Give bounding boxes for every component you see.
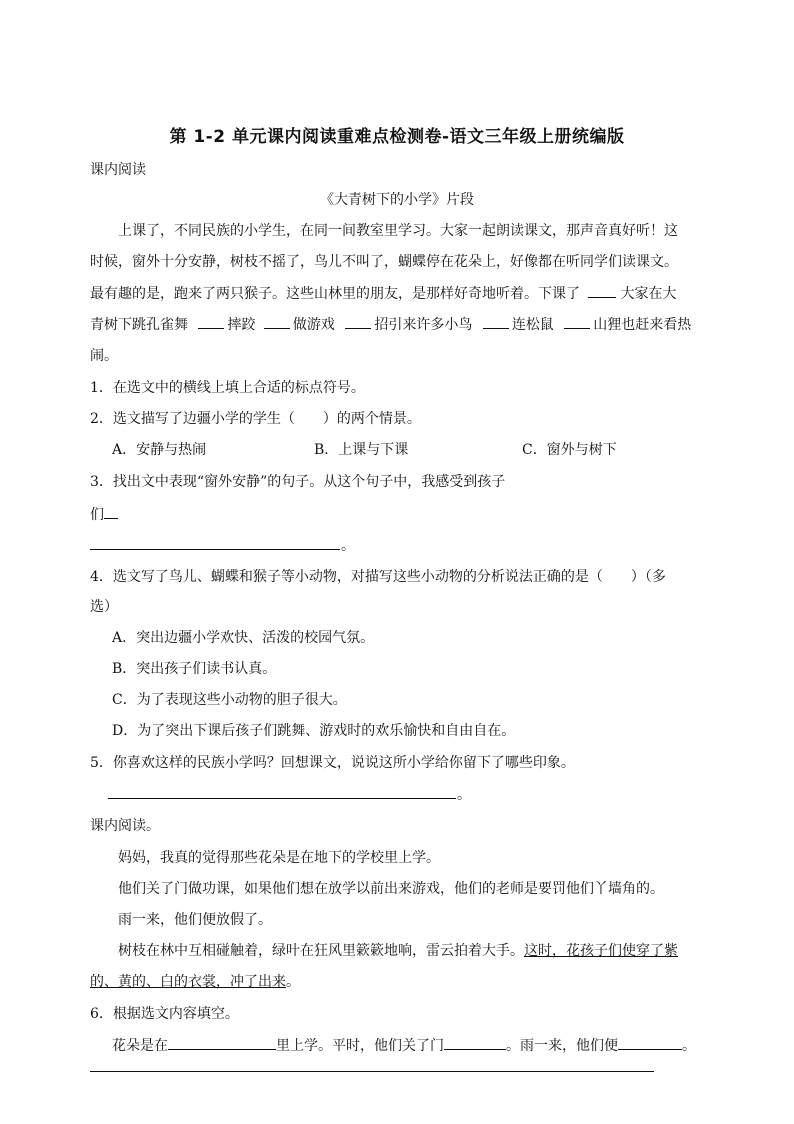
passage-text: 树枝在林中互相碰触着，绿叶在狂风里簌簌地响，雷云拍着大手。 — [118, 943, 524, 959]
question-1: 1．在选文中的横线上填上合适的标点符号。 — [90, 380, 365, 396]
underlined-sentence: 的、黄的、白的衣裳，冲了出来 — [90, 974, 286, 990]
question-5: 5．你喜欢这样的民族小学吗？回想课文，说说这所小学给你留下了哪些印象。 — [90, 755, 575, 771]
passage-text: 最有趣的是，跑来了两只猴子。这些山林里的朋友，是那样好奇地听着。下课了 — [90, 286, 580, 302]
punctuation-blank[interactable] — [588, 283, 616, 298]
passage-line: 上课了，不同民族的小学生，在同一间教室里学习。大家一起朗读课文，那声音真好听！这 — [118, 223, 678, 239]
option-b[interactable]: B．突出孩子们读书认真。 — [112, 661, 277, 677]
question-text: 花朵是在 — [112, 1038, 168, 1054]
page-title: 第 1-2 单元课内阅读重难点检测卷-语文三年级上册统编版 — [169, 127, 625, 147]
passage-line: 闹。 — [90, 348, 118, 364]
passage-line — [90, 283, 705, 304]
passage-title: 《大青树下的小学》片段 — [320, 192, 474, 208]
option-d[interactable]: D．为了突出下课后孩子们跳舞、游戏时的欢乐愉快和自由自在。 — [112, 723, 516, 739]
option-a[interactable]: A．安静与热闹 — [112, 442, 207, 458]
question-6: 6．根据选文内容填空。 — [90, 1006, 239, 1022]
passage-text: 做游戏 — [292, 317, 335, 333]
question-2-options — [112, 440, 727, 460]
passage-line: 妈妈，我真的觉得那些花朵是在地下的学校里上学。 — [118, 850, 440, 866]
passage-line — [90, 972, 705, 992]
answer-blank[interactable] — [168, 1035, 276, 1050]
option-a[interactable]: A．突出边疆小学欢快、活泼的校园气氛。 — [112, 630, 375, 646]
option-b[interactable]: B．上课与下课 — [314, 442, 409, 458]
passage-line — [90, 314, 705, 335]
answer-line[interactable] — [90, 1071, 654, 1072]
question-6-fill — [112, 1035, 712, 1056]
question-4-continued: 选） — [90, 599, 118, 615]
answer-line[interactable] — [108, 798, 456, 799]
question-3-continued — [90, 504, 705, 525]
punctuation-blank[interactable] — [345, 314, 371, 329]
passage-text: 大家在大 — [620, 286, 677, 302]
answer-blank[interactable] — [104, 504, 118, 519]
passage-line: 时候，窗外十分安静，树枝不摇了，鸟儿不叫了，蝴蝶停在花朵上，好像都在听同学们读课文。 — [90, 254, 678, 270]
answer-blank[interactable] — [444, 1035, 506, 1050]
question-2: 2．选文描写了边疆小学的学生（ ）的两个情景。 — [90, 411, 421, 427]
passage-text: 招引来许多小鸟 — [374, 317, 473, 333]
section-heading: 课内阅读。 — [90, 818, 160, 834]
answer-period: 。 — [457, 787, 471, 803]
question-text: 们 — [90, 507, 104, 523]
answer-line[interactable] — [90, 549, 340, 550]
punctuation-blank[interactable] — [564, 314, 590, 329]
passage-text: 青树下跳孔雀舞 — [90, 317, 188, 333]
passage-line: 雨一来，他们便放假了。 — [118, 912, 272, 928]
underlined-sentence: 这时，花孩子们使穿了紫 — [524, 943, 678, 959]
punctuation-blank[interactable] — [264, 314, 290, 329]
option-c[interactable]: C．为了表现这些小动物的胆子很大。 — [112, 692, 347, 708]
passage-text: 连松鼠 — [511, 317, 554, 333]
section-heading: 课内阅读 — [90, 162, 146, 178]
question-3: 3．找出文中表现“窗外安静”的句子。从这个句子中，我感受到孩子 — [90, 474, 506, 490]
punctuation-blank[interactable] — [198, 314, 224, 329]
option-c[interactable]: C．窗外与树下 — [522, 442, 617, 458]
punctuation-blank[interactable] — [483, 314, 509, 329]
answer-blank[interactable] — [618, 1035, 682, 1050]
passage-text: 山狸也赶来看热 — [593, 317, 692, 333]
answer-period: 。 — [341, 538, 355, 554]
passage-text: 。 — [286, 974, 300, 990]
passage-text: 摔跤 — [227, 317, 256, 333]
question-text: 里上学。平时，他们关了门 — [276, 1038, 444, 1054]
question-text: 。雨一来，他们便 — [506, 1038, 618, 1054]
passage-line — [90, 941, 705, 961]
question-text: 。 — [682, 1038, 696, 1054]
passage-line: 他们关了门做功课，如果他们想在放学以前出来游戏，他们的老师是要罚他们丫墙角的。 — [118, 881, 664, 897]
question-4: 4．选文写了鸟儿、蝴蝶和猴子等小动物，对描写这些小动物的分析说法正确的是（ ）（多 — [90, 569, 666, 585]
